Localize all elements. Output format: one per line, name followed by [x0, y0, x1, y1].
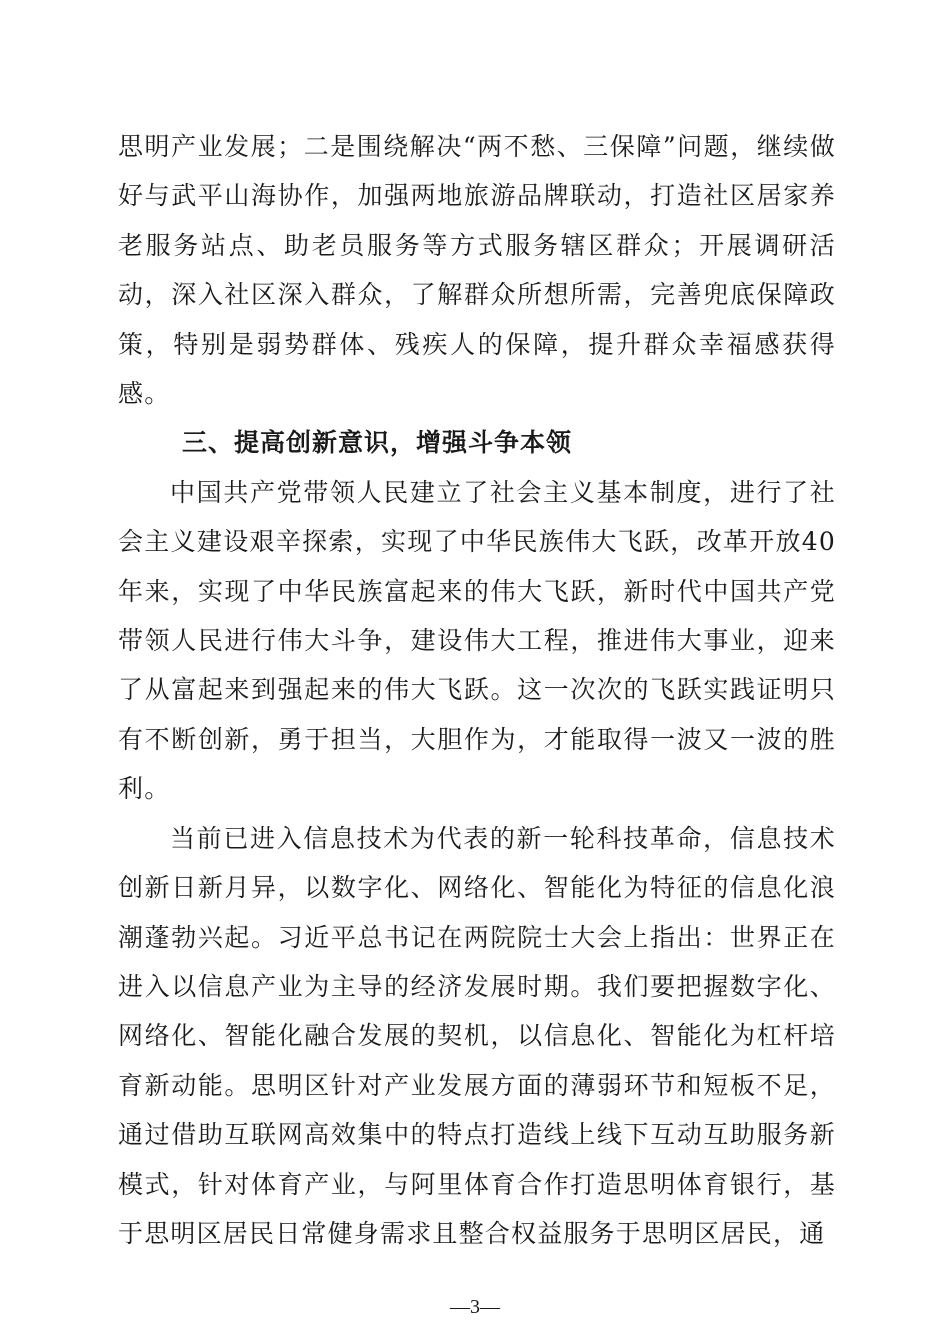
- document-body: [118, 122, 836, 1258]
- page-number: —3—: [450, 1296, 500, 1318]
- section-heading: 三、提高创新意识，增强斗争本领: [182, 428, 573, 458]
- body-paragraph: 当前已进入信息技术为代表的新一轮科技革命，信息技术创新日新月异，以数字化、网络化、智能化为特征的信息化浪潮蓬勃兴起。习近平总书记在两院院士大会上指出：世界正在进入以信息产业为主导的经济发展时期。我们要把握数字化、网络化、智能化融合发展的契机，以信息化、智能化为杠杆培育新动能。思明区针对产业发展方面的薄弱环节和短板不足，通过借助互联网高效集中的特点打造线上线下互动互助服务新模式，针对体育产业，与阿里体育合作打造思明体育银行，基于思明区居民日常健身需求且整合权益服务于思明区居民，通: [118, 823, 836, 1248]
- continuation-paragraph: 思明产业发展；二是围绕解决“两不愁、三保障”问题，继续做好与武平山海协作，加强两地旅游品牌联动，打造社区居家养老服务站点、助老员服务等方式服务辖区群众；开展调研活动，深入社区深入群众，了解群众所想所需，完善兜底保障政策，特别是弱势群体、残疾人的保障，提升群众幸福感获得感。: [118, 132, 836, 409]
- body-paragraph: 中国共产党带领人民建立了社会主义基本制度，进行了社会主义建设艰辛探索，实现了中华民族伟大飞跃，改革开放40年来，实现了中华民族富起来的伟大飞跃，新时代中国共产党带领人民进行伟大斗争，建设伟大工程，推进伟大事业，迎来了从富起来到强起来的伟大飞跃。这一次次的飞跃实践证明只有不断创新，勇于担当，大胆作为，才能取得一波又一波的胜利。: [118, 477, 836, 804]
